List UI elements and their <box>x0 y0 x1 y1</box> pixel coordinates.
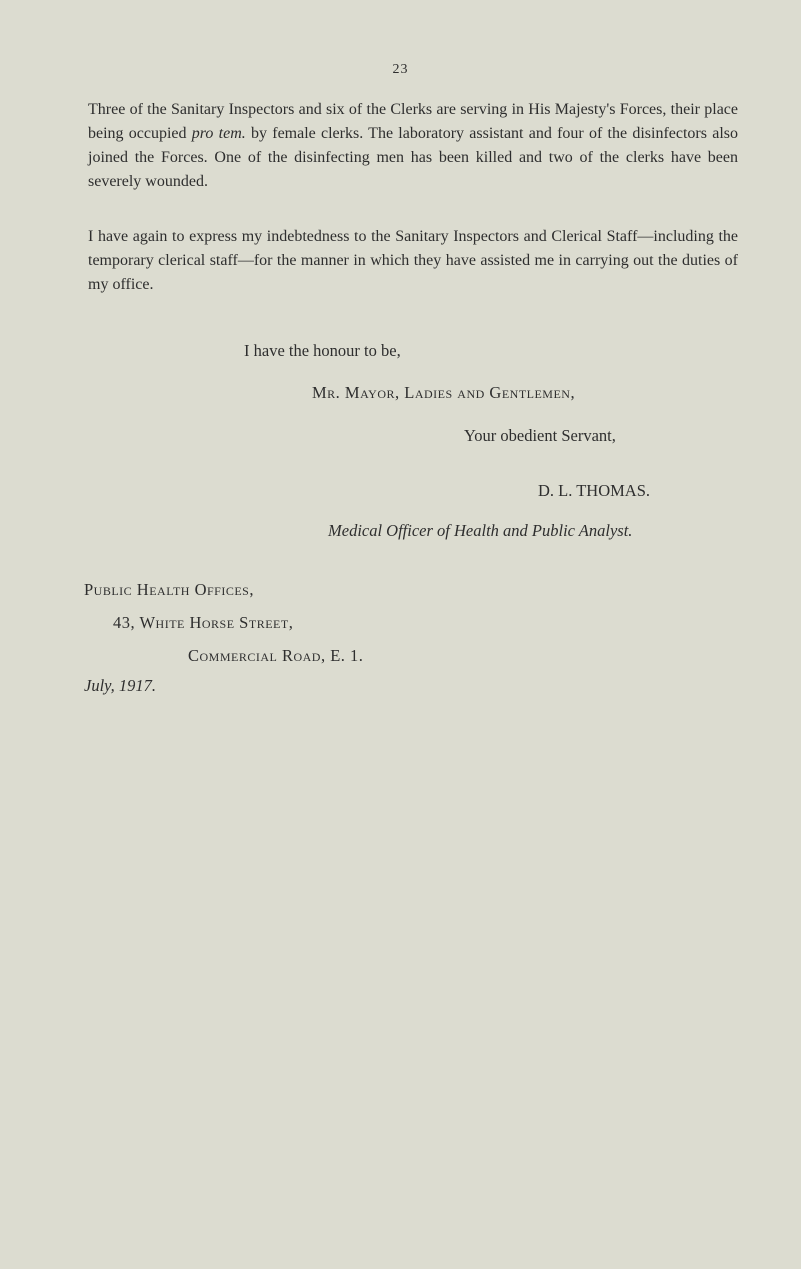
paragraph-staff-italic: pro tem. <box>191 125 246 142</box>
closing-address: Mr. Mayor, Ladies and Gentlemen, <box>312 383 576 402</box>
paragraph-staff-text-1: Three of the Sanitary Inspectors and six of the Clerks are serving in His Majesty's Forces, their place being occupied <box>88 101 738 142</box>
paragraph-staff-text-2: by female clerks. The laboratory assistant and four of the disinfectors also joined the Forces. One of the disinfecting men has been killed and two of the clerks have been severely wounded. <box>88 125 739 190</box>
office-date: July, 1917. <box>84 676 156 695</box>
office-line-3: Commercial Road, E. 1. <box>188 646 364 665</box>
signature-name: D. L. THOMAS. <box>538 481 650 500</box>
page-number: 23 <box>392 62 409 77</box>
office-line-1: Public Health Offices, <box>84 580 254 599</box>
closing-servant: Your obedient Servant, <box>464 426 616 445</box>
office-line-2: 43, White Horse Street, <box>113 613 294 632</box>
signature-title: Medical Officer of Health and Public Analyst. <box>328 521 633 540</box>
closing-honour: I have the honour to be, <box>244 341 401 360</box>
paragraph-staff <box>88 98 738 194</box>
paragraph-thanks: I have again to express my indebtedness to the Sanitary Inspectors and Clerical Staff—including the temporary clerical staff—for the manner in which they have assisted me in carrying out the duties of my office. <box>88 228 738 293</box>
